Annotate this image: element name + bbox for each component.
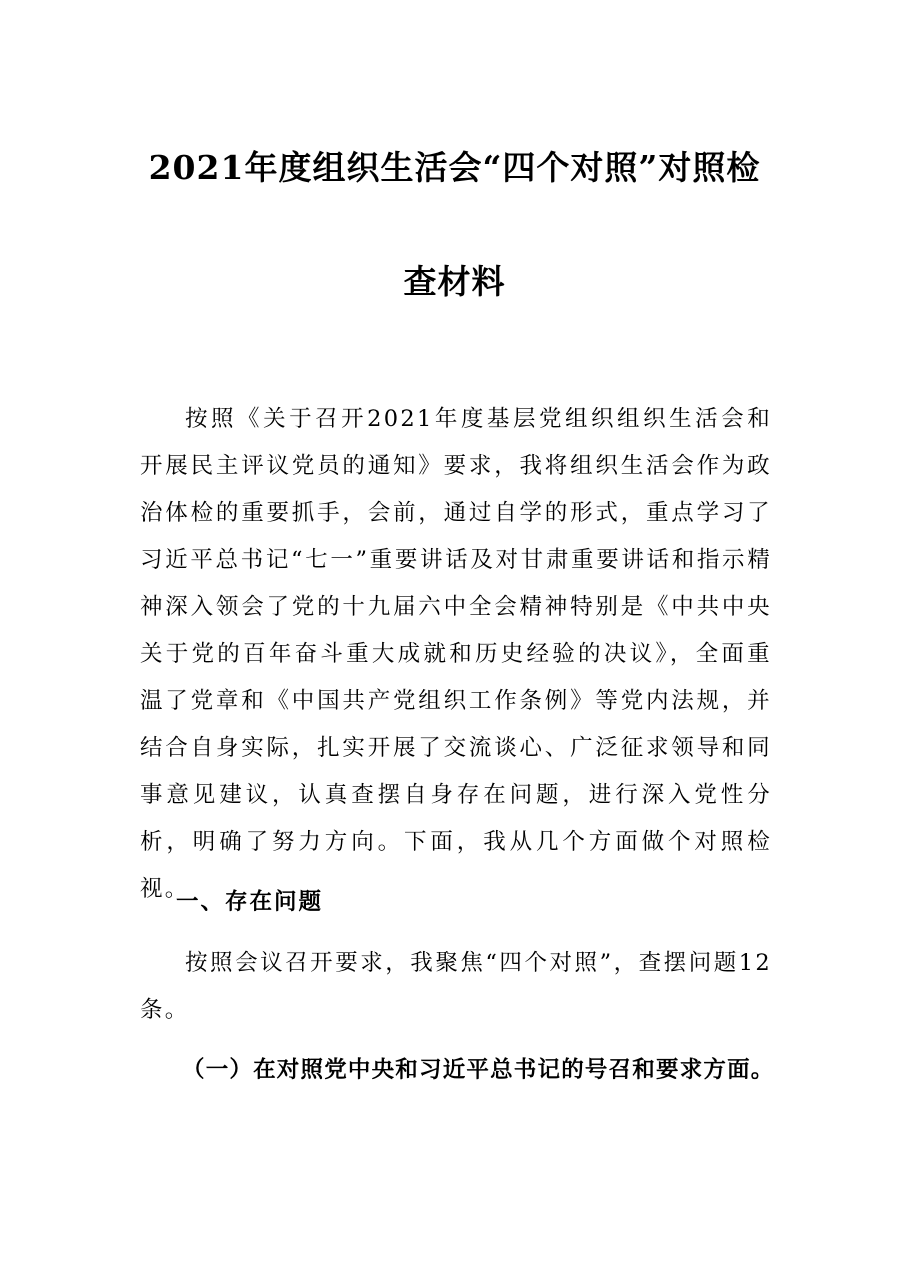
subsection-heading-1: （一）在对照党中央和习近平总书记的号召和要求方面。 bbox=[182, 1057, 775, 1083]
document-title-line-1: 2021年度组织生活会“四个对照”对照检 bbox=[148, 148, 761, 187]
section-heading-existing-problems: 一、存在问题 bbox=[176, 889, 324, 915]
document-title-line-2: 查材料 bbox=[403, 262, 506, 301]
intro-paragraph: 按照《关于召开2021年度基层党组织组织生活会和开展民主评议党员的通知》要求，我将组织生活会作为政治体检的重要抓手，会前，通过自学的形式，重点学习了习近平总书记“七一”重要讲话及对甘肃重要讲话和指示精神深入领会了党的十九届六中全会精神特别是《中共中央关于党的百年奋斗重大成就和历史经验的决议》，全面重温了党章和《中国共产党组织工作条例》等党内法规，并结合自身实际，扎实开展了交流谈心、广泛征求领导和同事意见建议，认真查摆自身存在问题，进行深入党性分析，明确了努力方向。下面，我从几个方面做个对照检视。 bbox=[140, 406, 772, 902]
problems-summary-paragraph: 按照会议召开要求，我聚焦“四个对照”，查摆问题12条。 bbox=[140, 950, 772, 1023]
